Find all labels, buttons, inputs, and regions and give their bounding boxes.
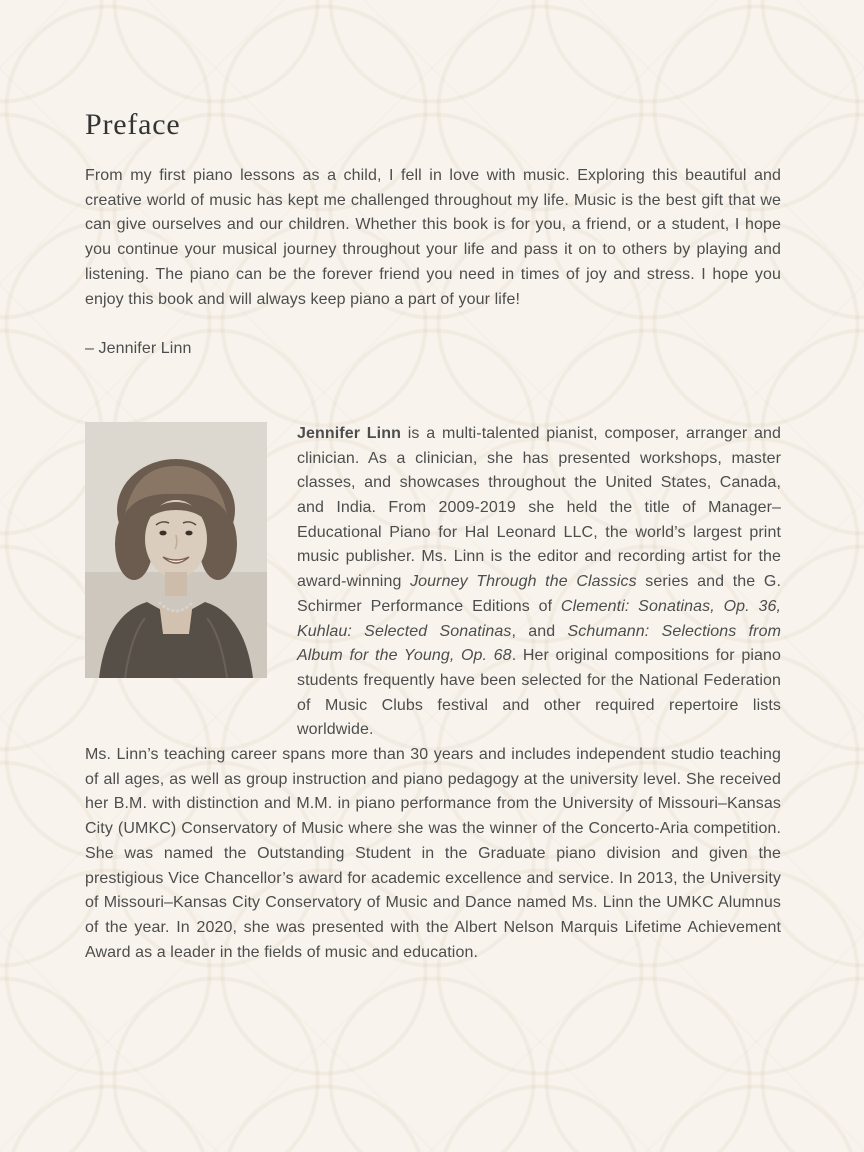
bio-paragraph bbox=[297, 422, 781, 743]
intro-paragraph: From my first piano lessons as a child, I fell in love with music. Exploring this beautiful and creative world of music has kept me challenged throughout my life. Music is the best gift that we can give ourselves and our children. Whether this book is for you, a friend, or a student, I hope you continue your musical journey throughout your life and pass it on to others by playing and listening. The piano can be the forever friend you need in times of joy and stress. I hope you enjoy this book and will always keep piano a part of your life! bbox=[85, 167, 781, 308]
text-segment: . Her original compositions for piano students frequently have been selected for the National Federation of Music Clubs festival and other required repertoire lists worldwide. bbox=[297, 647, 781, 739]
career-paragraph: Ms. Linn’s teaching career spans more than 30 years and includes independent studio teaching of all ages, as well as group instruction and piano pedagogy at the university level. She received her B.M. with distinction and M.M. in piano performance from the University of Missouri–Kansas City (UMKC) Conservatory of Music where she was the winner of the Concerto-Aria competition. She was named the Outstanding Student in the Graduate piano division and given the prestigious Vice Chancellor’s award for academic excellence and service. In 2013, the University of Missouri–Kansas City Conservatory of Music and Dance named Ms. Linn the UMKC Alumnus of the year. In 2020, she was presented with the Albert Nelson Marquis Lifetime Achievement Award as a leader in the fields of music and education. bbox=[85, 746, 781, 961]
text-segment: Schumann: Selections from Album for the Young, Op. 68 bbox=[297, 622, 782, 665]
text-segment: Jennifer Linn bbox=[297, 424, 401, 442]
text-segment: Clementi: Sonatinas, Op. 36, Kuhlau: Selected Sonatinas bbox=[297, 597, 781, 640]
page-title: Preface bbox=[85, 108, 181, 141]
author-signature: – Jennifer Linn bbox=[85, 340, 192, 358]
bio-section bbox=[85, 422, 781, 743]
text-segment: is a multi-talented pianist, composer, arranger and clinician. As a clinician, she has presented workshops, master classes, and showcases throughout the United States, Canada, and India. From 2009-2019 she held the title of Manager–Educational Piano for Hal Leonard LLC, the world’s largest print music publisher. Ms. Linn is the editor and recording artist for the award-winning bbox=[297, 424, 781, 591]
text-segment: Journey Through the Classics bbox=[410, 573, 637, 591]
text-segment: , and bbox=[511, 622, 568, 640]
author-portrait-photo bbox=[85, 422, 267, 678]
portrait-illustration bbox=[85, 422, 267, 678]
text-segment: series and the G. Schirmer Performance Editions of bbox=[297, 573, 781, 615]
